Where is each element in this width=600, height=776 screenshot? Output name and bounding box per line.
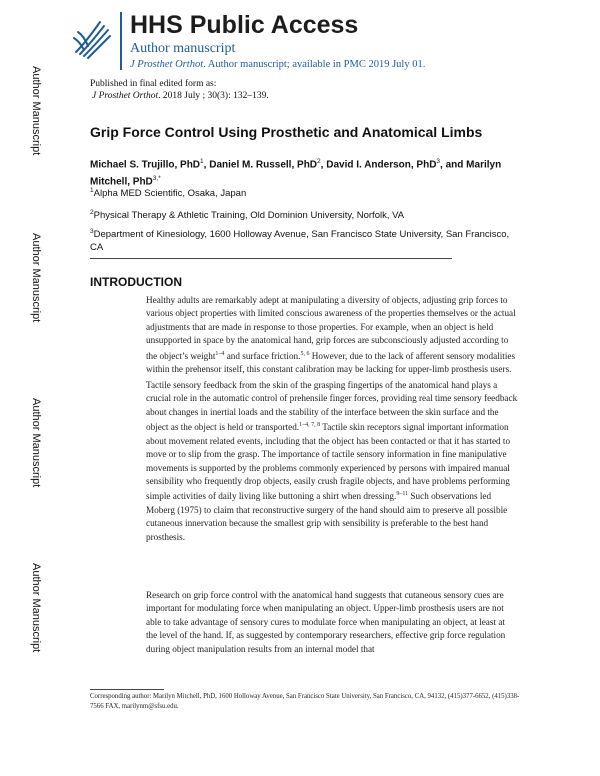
paper-title: Grip Force Control Using Prosthetic and Anatomical Limbs: [90, 124, 483, 140]
author-affil-sup: 1: [200, 158, 204, 165]
author-list: Michael S. Trujillo, PhD$^1$, Daniel M. Russell, PhD$^2$, David I. Anderson, PhD$^3$, and Marilyn Mitchell, PhD$^{3,*}$: [90, 158, 502, 188]
affiliation-sup: 3: [90, 228, 94, 235]
header-divider: [120, 12, 122, 70]
side-label-author-manuscript: Author Manuscript: [30, 563, 42, 653]
section-heading: INTRODUCTION: [90, 275, 182, 289]
published-label: Published in final edited form as:: [90, 79, 217, 89]
author-name: Marilyn Mitchell, PhD: [90, 159, 502, 188]
side-label-author-manuscript: Author Manuscript: [30, 398, 42, 488]
author-manuscript-label: Author manuscript: [130, 41, 236, 56]
header-rule: [90, 258, 452, 259]
side-label-author-manuscript: Author Manuscript: [30, 233, 42, 323]
citation-sup: 1–4: [215, 350, 225, 357]
paragraph-text: Healthy adults are remarkably adept at manipulating a diversity of objects, adjusting grip forces to various object properties with limited conscious awareness of the properties themselves or the actual adjustments that are made in response to those properties. For example, when an object is held unsupported in space by the anatomical hand, grip forces are subconsciously adjusted according to the object’s weight: [146, 295, 516, 361]
body-paragraph: [146, 379, 518, 544]
author-affil-sup: 2: [317, 158, 321, 165]
journal-availability: [130, 59, 425, 70]
published-citation: [92, 91, 269, 101]
author-name: Michael S. Trujillo, PhD: [90, 159, 201, 171]
paragraph-text: However, due to the lack of afferent sensory modalities within the prehensor itself, this constant calibration may be lacking for upper-limb prosthesis users.: [146, 350, 516, 375]
citation-details: . 2018 July ; 30(3): 132–139.: [158, 91, 269, 101]
citation-sup: 1–4, 7, 8: [299, 422, 321, 429]
body-paragraph: [146, 294, 518, 377]
author-name: David I. Anderson, PhD: [326, 159, 437, 171]
availability-text: . Author manuscript; available in PMC 2019 July 01.: [203, 59, 426, 70]
footnote-rule: [90, 689, 164, 690]
affiliation-sup: 2: [90, 209, 94, 216]
paragraph-text: and surface friction.: [224, 350, 301, 361]
hhs-eagle-logo: [70, 12, 114, 62]
author-affil-sup: 3,*: [152, 175, 161, 183]
citation-journal: J Prosthet Orthot: [92, 91, 159, 101]
affiliation: [90, 225, 520, 254]
author-name: Daniel M. Russell, PhD: [209, 159, 318, 171]
citation-sup: 9–11: [396, 491, 409, 498]
author-affil-sup: 3: [436, 158, 441, 165]
hhs-title: HHS Public Access: [130, 11, 359, 39]
affiliation: [90, 206, 520, 222]
affiliation: [90, 184, 520, 200]
affiliation-text: Alpha MED Scientific, Osaka, Japan: [93, 188, 247, 200]
affiliation-sup: 1: [90, 187, 94, 194]
paragraph-text: Tactile sensory feedback from the skin of the grasping fingertips of the anatomical hand plays a crucial role in the automatic control of prehensile finger forces, providing real time sensory feedback about changes in inertial loads and the stability of the interface between the skin surface and the object as the object is held or transported.: [146, 380, 518, 433]
footnote: Corresponding author: Marilyn Mitchell, PhD, 1600 Holloway Avenue, San Francisco State University, San Francisco, CA, 94132, (415)377-6652, (415)338-7566 FAX, marilynm@sfsu.edu.: [90, 693, 520, 710]
citation-sup: 5, 6: [300, 350, 310, 357]
affiliation-text: Department of Kinesiology, 1600 Holloway Avenue, San Francisco State University, San Francisco, CA: [90, 229, 510, 254]
paragraph-text: Tactile skin receptors signal important information about movement related events, including that the object has been contacted or that it has started to move or to slip from the grasp. The importance of tactile sensory information in fine manipulative movements is supported by the problems commonly experienced by persons with impaired manual sensibility who frequently drop objects, easily crush fragile objects, and have problems performing simple activities of daily living like buttoning a shirt when dressing.: [146, 422, 511, 502]
affiliation-text: Physical Therapy & Athletic Training, Old Dominion University, Norfolk, VA: [93, 210, 405, 222]
side-label-author-manuscript: Author Manuscript: [30, 66, 42, 156]
journal-name: J Prosthet Orthot: [130, 59, 204, 70]
paragraph-text: Such observations led Moberg (1975) to claim that reconstructive surgery of the hand should aim to preserve all possible cutaneous innervation because the smallest grip with sensibility is preferable to the best hand prosthesis.: [146, 491, 508, 542]
body-paragraph: Research on grip force control with the anatomical hand suggests that cutaneous sensory cues are important for modulating force when manipulating an object. Upper-limb prosthesis users are not able to take advantage of sensory cures to modulate force when manipulating an object, at least at the level of the hand. If, as suggested by contemporary researchers, effective grip force regulation during object manipulation results from an internal model that: [146, 590, 506, 654]
